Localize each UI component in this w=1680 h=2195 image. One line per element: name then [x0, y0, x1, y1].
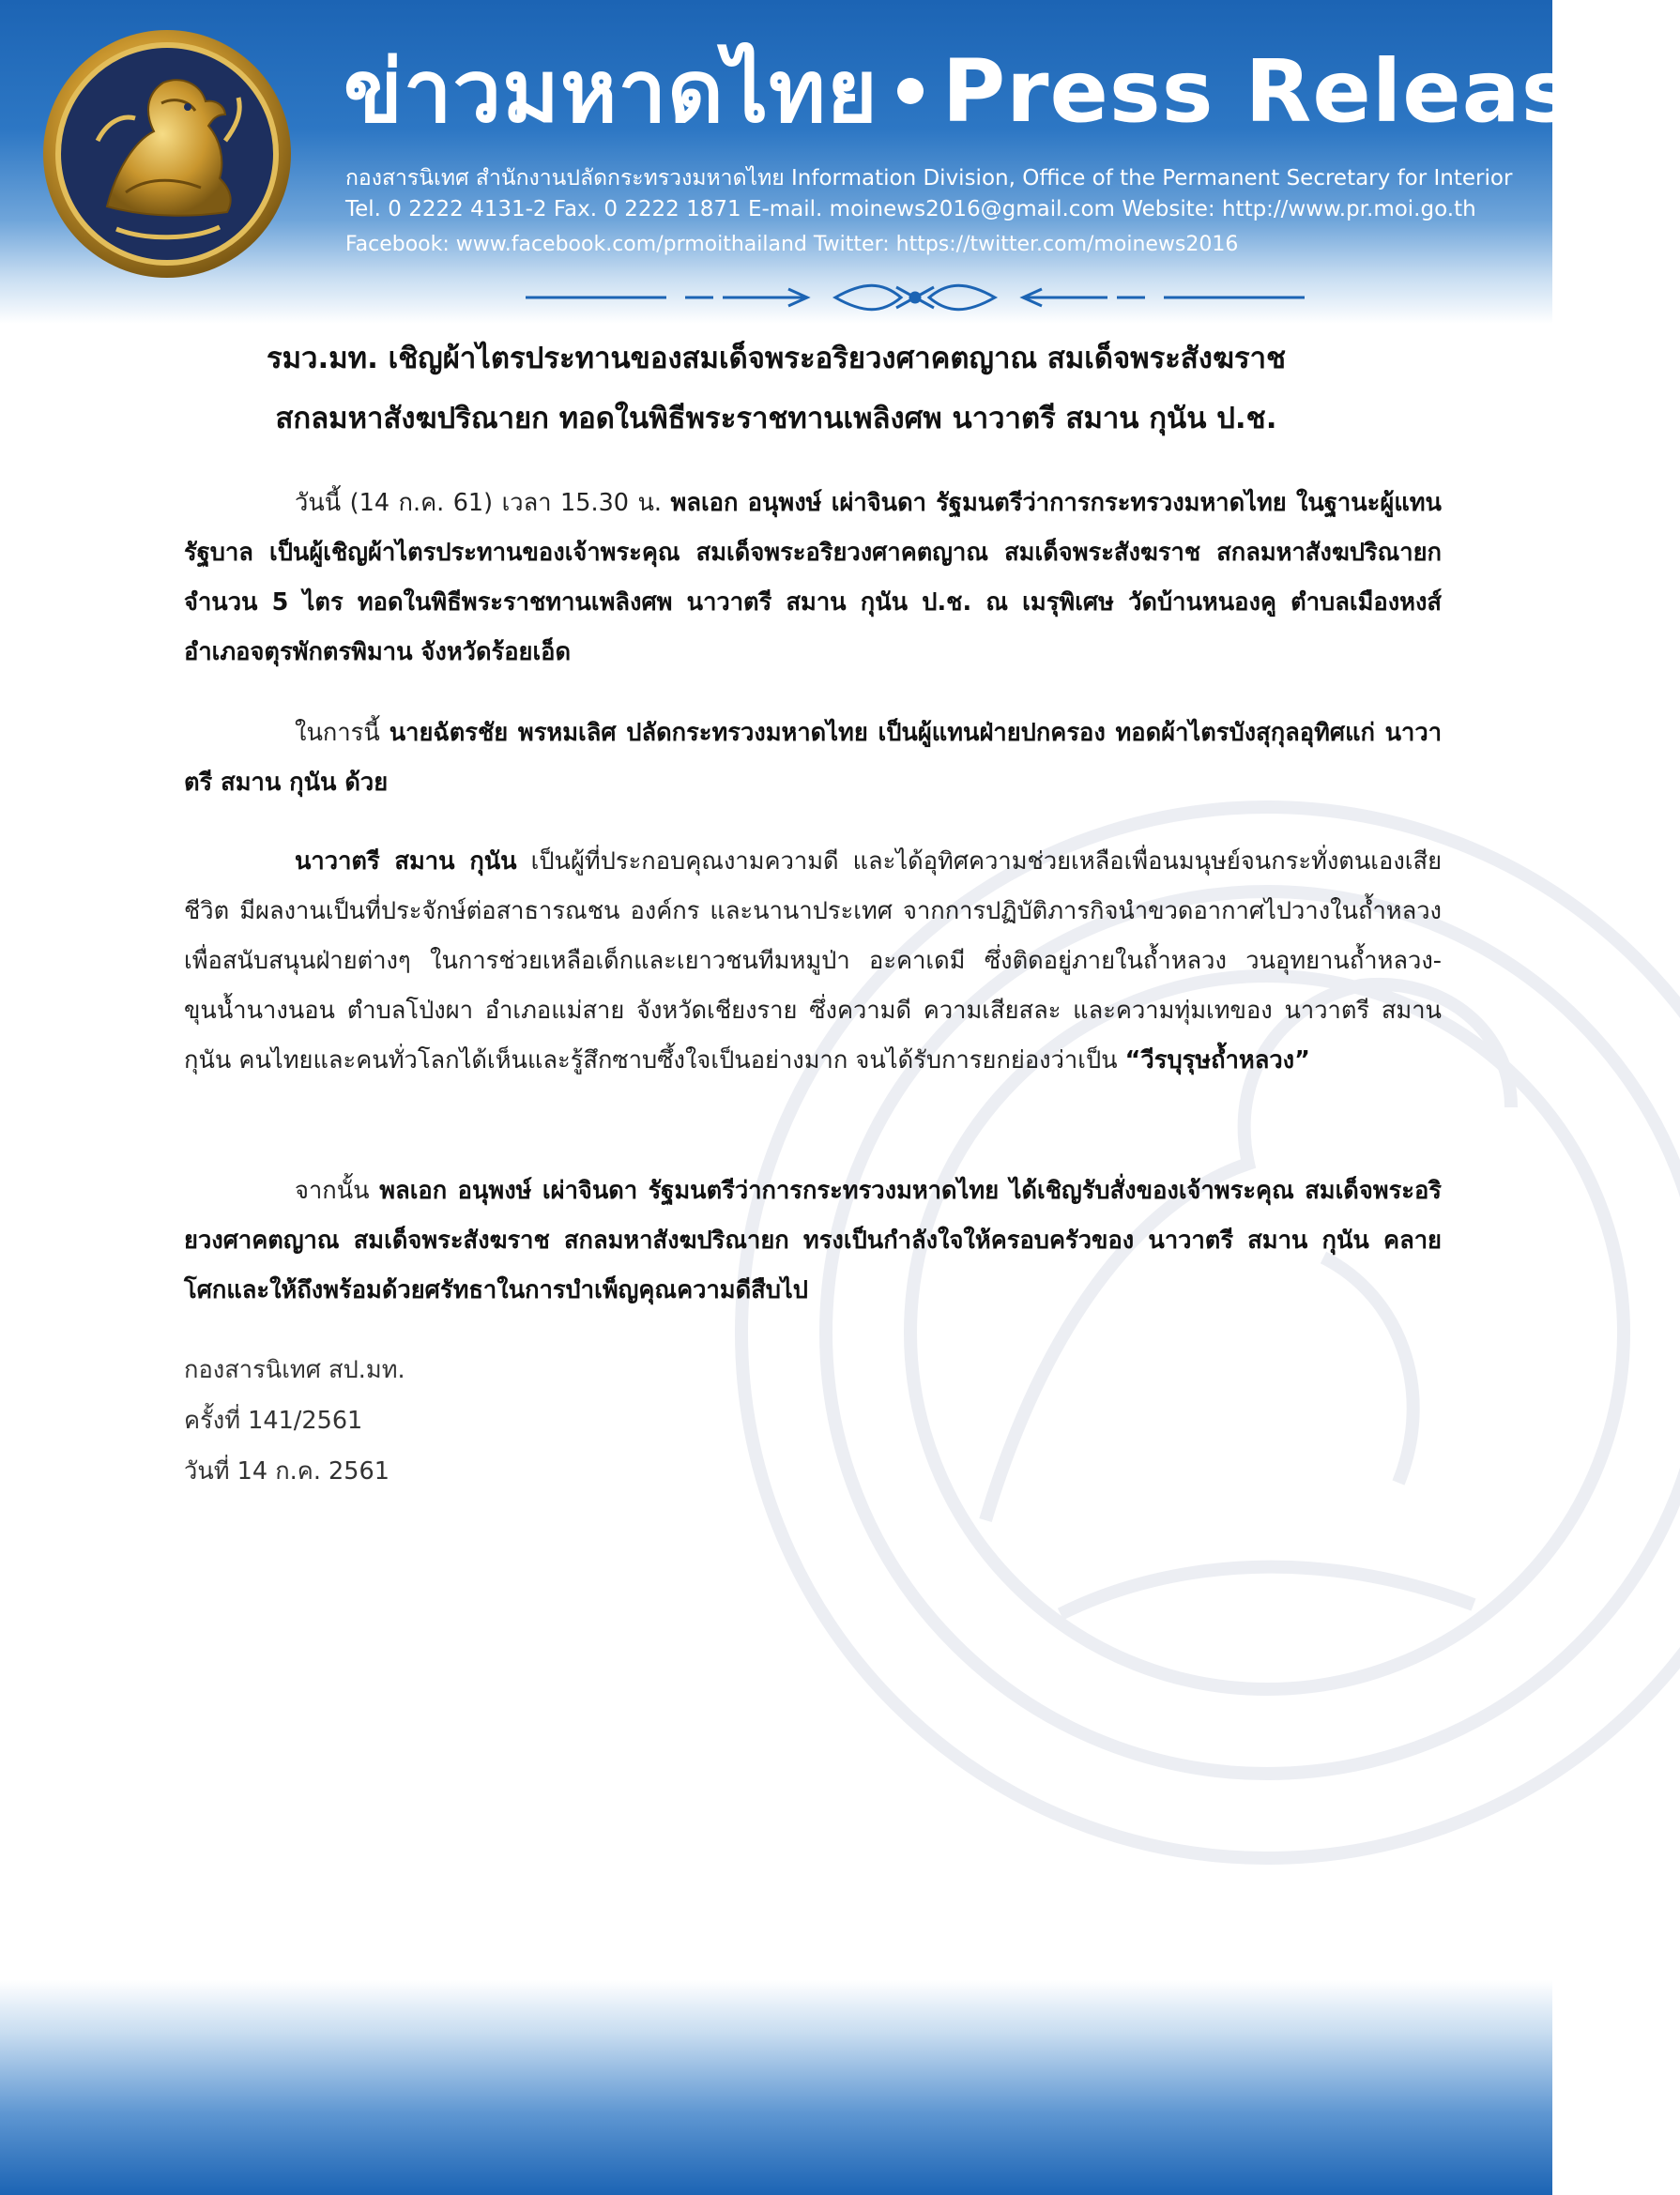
paragraph-4 [184, 1166, 1442, 1316]
paragraph-4-lead: จากนั้น [295, 1177, 380, 1205]
ornament-divider-icon [526, 282, 1305, 313]
footer-band [0, 1980, 1552, 2195]
headline-line-2: สกลมหาสังฆปริณายก ทอดในพิธีพระราชทานเพลิงศพ นาวาตรี สมาน กุนัน ป.ช. [275, 402, 1277, 435]
ministry-seal-icon [41, 28, 293, 280]
paragraph-1-lead: วันนี้ (14 ก.ค. 61) เวลา 15.30 น. [295, 489, 671, 517]
headline-line-1: รมว.มท. เชิญผ้าไตรประทานของสมเด็จพระอริยวงศาคตญาณ สมเด็จพระสังฆราช [266, 342, 1287, 375]
signature-number: ครั้งที่ 141/2561 [184, 1407, 363, 1435]
office-line: กองสารนิเทศ สำนักงานปลัดกระทรวงมหาดไทย Information Division, Office of the Permanent Secretary for Interior [345, 166, 1513, 191]
bullet-dot-icon [897, 78, 924, 104]
paragraph-3 [184, 837, 1442, 1086]
header-band [0, 0, 1633, 324]
contact-line: Tel. 0 2222 4131-2 Fax. 0 2222 1871 E-mail. moinews2016@gmail.com Website: http://www.pr.moi.go.th [345, 197, 1476, 221]
masthead-english: Press Release [941, 41, 1633, 142]
paragraph-4-bold: พลเอก อนุพงษ์ เผ่าจินดา รัฐมนตรีว่าการกระทรวงมหาดไทย ได้เชิญรับสั่งของเจ้าพระคุณ สมเด็จพระอริยวงศาคตญาณ สมเด็จพระสังฆราช สกลมหาสังฆปริณายก ทรงเป็นกำลังใจให้ครอบครัวของ นาวาตรี สมาน กุนัน คลายโศกและให้ถึงพร้อมด้วยศรัทธาในการบำเพ็ญคุณความดีสืบไป [184, 1177, 1442, 1304]
paragraph-2-lead: ในการนี้ [295, 719, 389, 747]
paragraph-1 [184, 479, 1442, 678]
paragraph-3-bold-name: นาวาตรี สมาน กุนัน [295, 847, 517, 876]
masthead-title [344, 41, 1633, 142]
paragraph-3-body: เป็นผู้ที่ประกอบคุณงามความดี และได้อุทิศความช่วยเหลือเพื่อนมนุษย์จนกระทั่งตนเองเสียชีวิต มีผลงานเป็นที่ประจักษ์ต่อสาธารณชน องค์กร และนานาประเทศ จากการปฏิบัติภารกิจนำขวดอากาศไปวางในถ้ำหลวงเพื่อสนับสนุนฝ่ายต่างๆ ในการช่วยเหลือเด็กและเยาวชนทีมหมูป่า อะคาเดมี ซึ่งติดอยู่ภายในถ้ำหลวง วนอุทยานถ้ำหลวง-ขุนน้ำนางนอน ตำบลโป่งผา อำเภอแม่สาย จังหวัดเชียงราย ซึ่งความดี ความเสียสละ และความทุ่มเทของ นาวาตรี สมาน กุนัน คนไทยและคนทั่วโลกได้เห็นและรู้สึกซาบซึ้งใจเป็นอย่างมาก จนได้รับการยกย่องว่าเป็น [184, 847, 1443, 1075]
paragraph-2-bold: นายฉัตรชัย พรหมเลิศ ปลัดกระทรวงมหาดไทย เป็นผู้แทนฝ่ายปกครอง ทอดผ้าไตรบังสุกุลอุทิศแก่ นาวาตรี สมาน กุนัน ด้วย [184, 719, 1443, 797]
paragraph-3-bold-hero: “วีรบุรุษถ้ำหลวง” [1124, 1046, 1310, 1075]
social-line: Facebook: www.facebook.com/prmoithailand Twitter: https://twitter.com/moinews2016 [345, 233, 1239, 256]
paragraph-2 [184, 709, 1442, 808]
masthead-thai: ข่าวมหาดไทย [344, 41, 878, 142]
signature-date: วันที่ 14 ก.ค. 2561 [184, 1457, 389, 1486]
paragraph-1-bold: พลเอก อนุพงษ์ เผ่าจินดา รัฐมนตรีว่าการกระทรวงมหาดไทย ในฐานะผู้แทนรัฐบาล เป็นผู้เชิญผ้าไตรประทานของเจ้าพระคุณ สมเด็จพระอริยวงศาคตญาณ สมเด็จพระสังฆราช สกลมหาสังฆปริณายก จำนวน 5 ไตร ทอดในพิธีพระราชทานเพลิงศพ นาวาตรี สมาน กุนัน ป.ช. ณ เมรุพิเศษ วัดบ้านหนองคู ตำบลเมืองหงส์ อำเภอจตุรพักตรพิมาน จังหวัดร้อยเอ็ด [184, 489, 1442, 666]
signature-office: กองสารนิเทศ สป.มท. [184, 1356, 405, 1384]
